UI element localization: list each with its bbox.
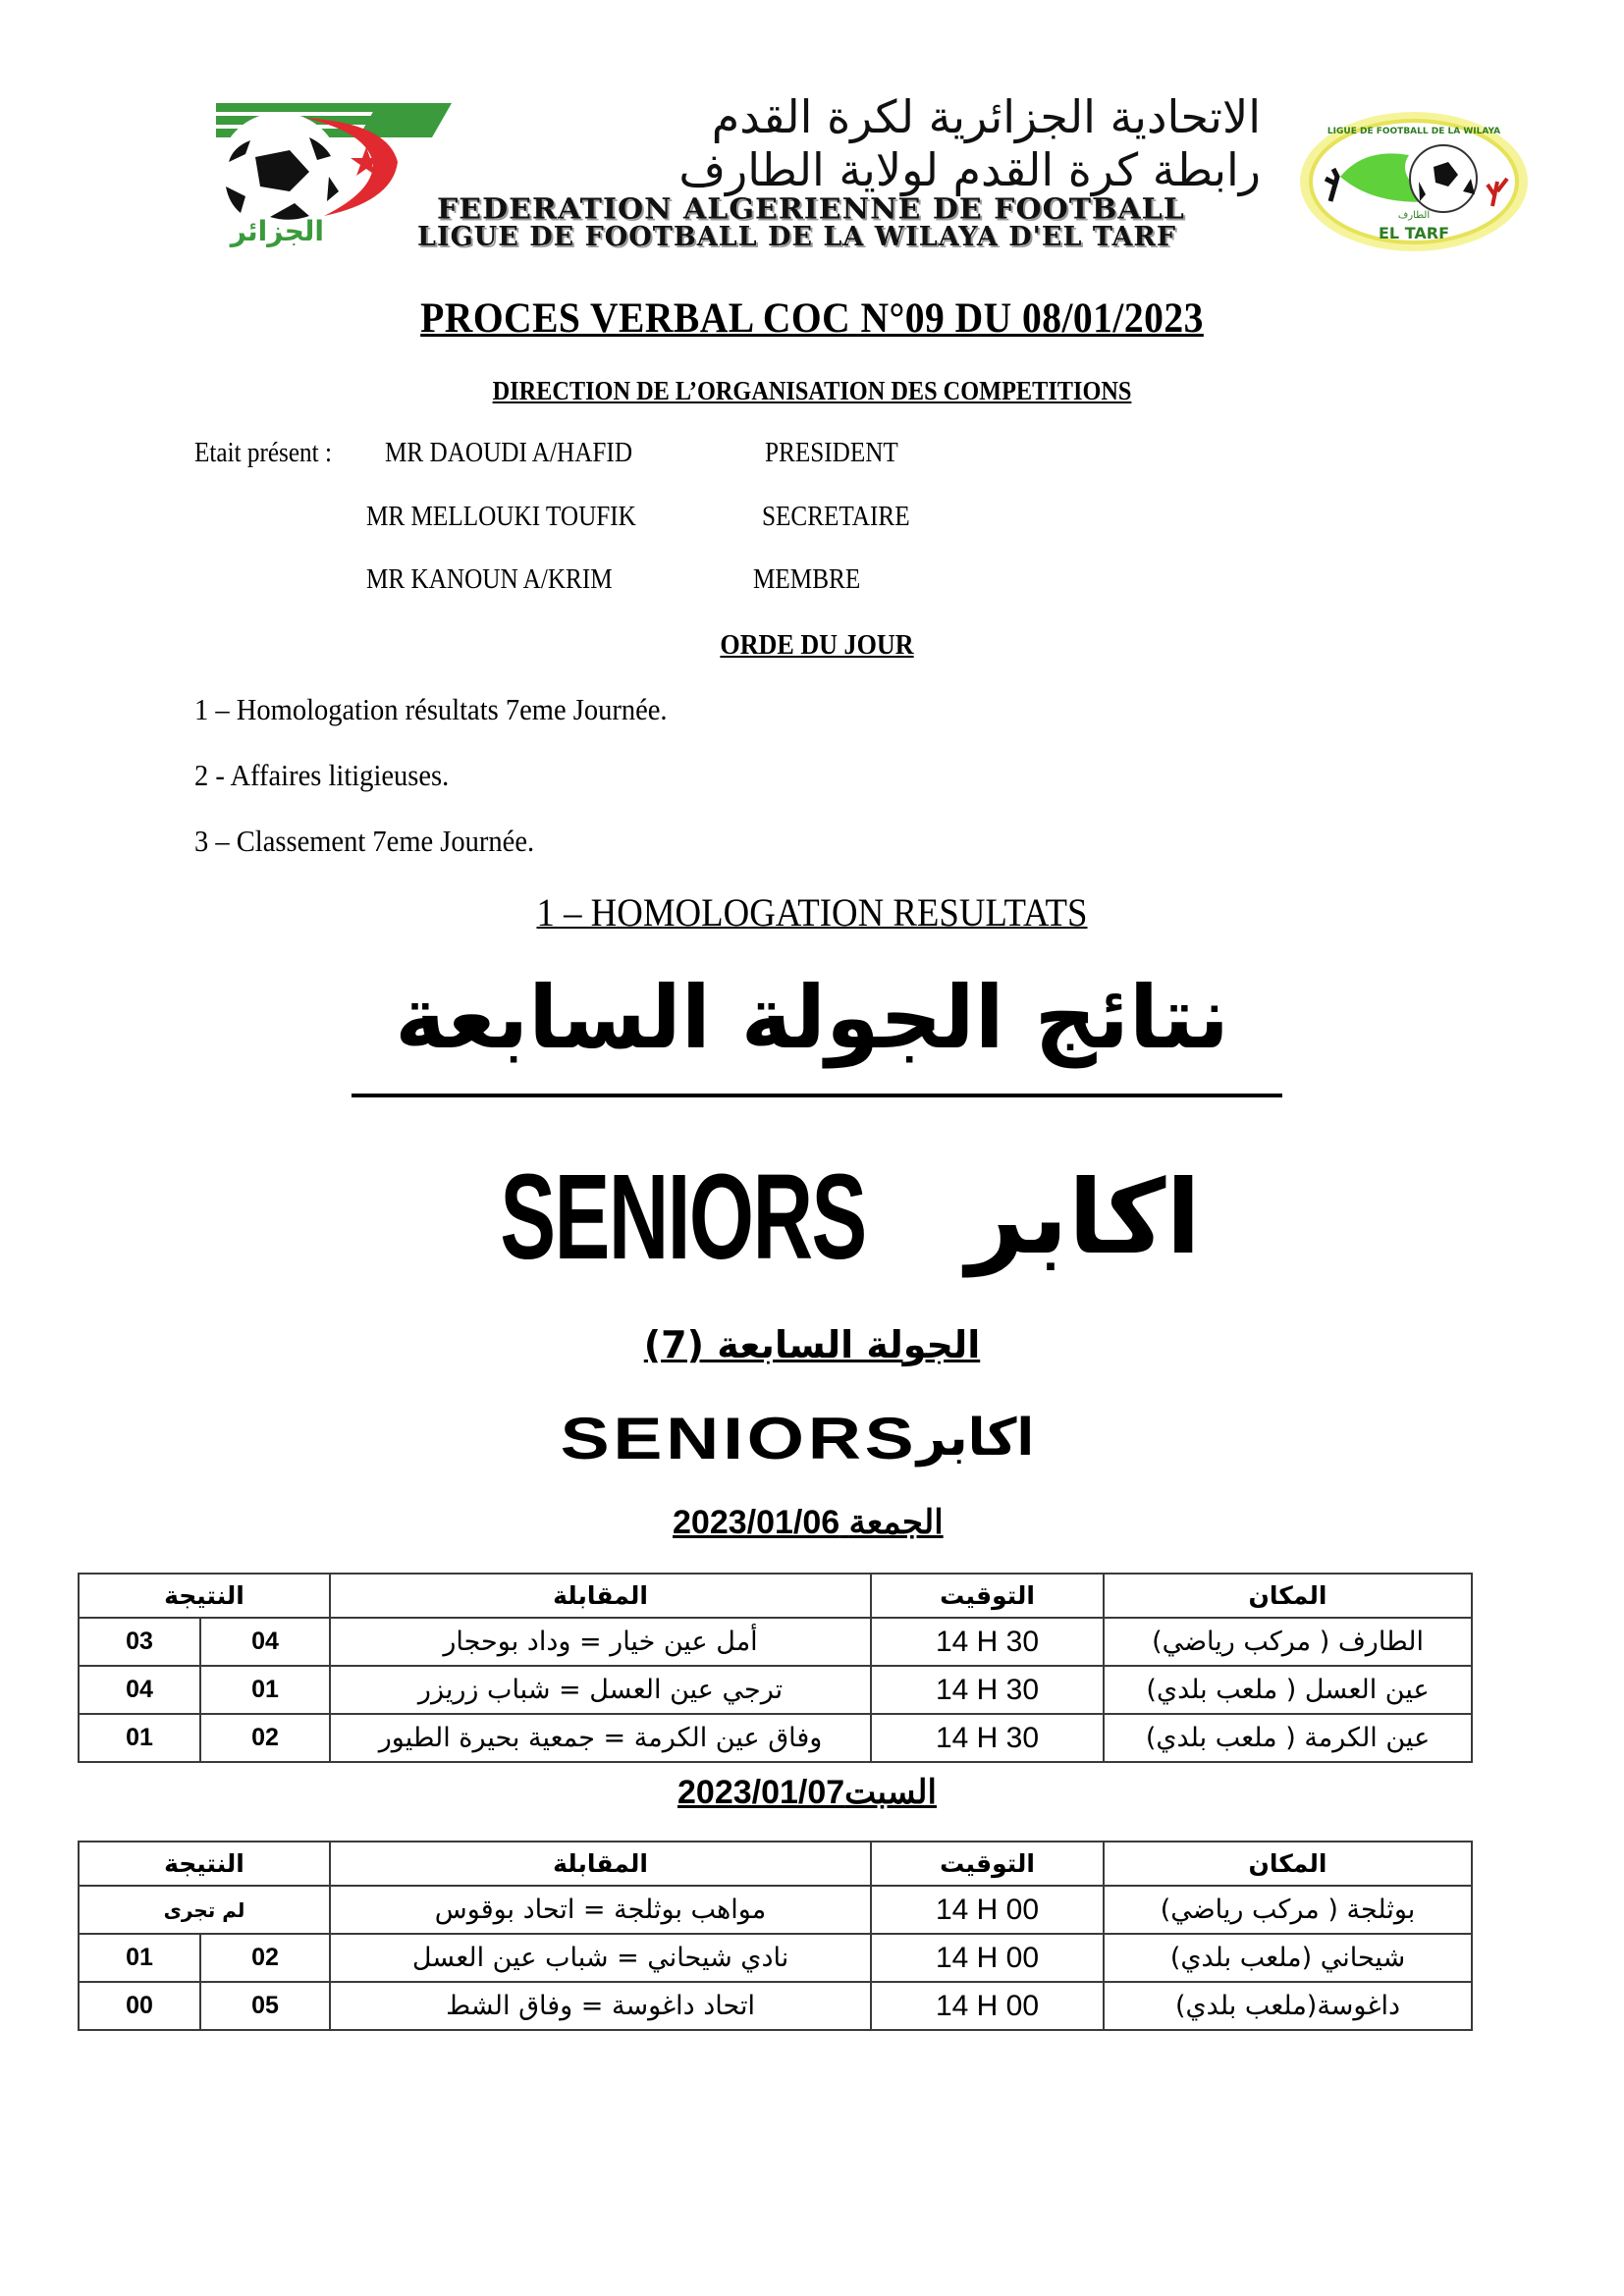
ligue-logo-arabic-text: الطارف — [1397, 210, 1431, 221]
page-title: PROCES VERBAL COC N°09 DU 08/01/2023 — [420, 295, 1204, 342]
match-venue: بوثلجة ( مركب رياضي) — [1104, 1886, 1472, 1934]
match-time: 14 H 30 — [871, 1714, 1104, 1762]
match-venue: داغوسة(ملعب بلدي) — [1104, 1982, 1472, 2030]
member-role: PRESIDENT — [765, 438, 898, 468]
present-label: Etait présent : — [194, 438, 332, 468]
table-row — [79, 1934, 1472, 1982]
day-date: 2023/01/07 — [677, 1774, 845, 1811]
agenda-item: 2 - Affaires litigieuses. — [194, 758, 450, 792]
day-name: الجمعة — [848, 1504, 944, 1541]
table-header-row — [79, 1574, 1472, 1618]
match-venue: عين العسل ( ملعب بلدي) — [1104, 1666, 1472, 1714]
column-header-match: المقابلة — [330, 1574, 871, 1618]
results-table — [78, 1573, 1473, 1763]
column-header-result: النتيجة — [79, 1842, 330, 1886]
category-banner-large — [471, 1139, 1202, 1296]
match-not-played-note: لم تجرى — [79, 1886, 330, 1934]
match-time: 14 H 00 — [871, 1934, 1104, 1982]
letterhead-arabic-league: رابطة كرة القدم لولاية الطارف — [678, 143, 1261, 196]
column-header-venue: المكان — [1104, 1574, 1472, 1618]
match-time: 14 H 30 — [871, 1618, 1104, 1666]
letterhead-arabic-federation: الاتحادية الجزائرية لكرة القدم — [711, 90, 1261, 143]
section-title: 1 – HOMOLOGATION RESULTATS — [536, 890, 1088, 934]
category-latin: SENIORS — [560, 1405, 918, 1471]
match-teams: اتحاد داغوسة = وفاق الشط — [330, 1982, 871, 2030]
away-score: 00 — [79, 1982, 200, 2030]
match-teams: مواهب بوثلجة = اتحاد بوقوس — [330, 1886, 871, 1934]
away-score: 03 — [79, 1618, 200, 1666]
column-header-result: النتيجة — [79, 1574, 330, 1618]
agenda-item: 1 – Homologation résultats 7eme Journée. — [194, 692, 668, 726]
day-heading — [677, 1773, 937, 1812]
column-header-time: التوقيت — [871, 1574, 1104, 1618]
match-teams: ترجي عين العسل = شباب زريزر — [330, 1666, 871, 1714]
table-row — [79, 1618, 1472, 1666]
letterhead-french-league: LIGUE DE FOOTBALL DE LA WILAYA D'EL TARF — [417, 222, 1177, 252]
column-header-venue: المكان — [1104, 1842, 1472, 1886]
member-name: MR DAOUDI A/HAFID — [385, 438, 633, 468]
ligue-logo-bottom-text: EL TARF — [1379, 224, 1449, 242]
match-time: 14 H 00 — [871, 1982, 1104, 2030]
table-row — [79, 1666, 1472, 1714]
match-teams: أمل عين خيار = وداد بوحجار — [330, 1618, 871, 1666]
letterhead-french-federation: FEDERATION ALGERIENNE DE FOOTBALL — [437, 192, 1185, 227]
ligue-el-tarf-logo-icon — [1296, 108, 1532, 255]
home-score: 04 — [200, 1618, 330, 1666]
match-teams: وفاق عين الكرمة = جمعية بحيرة الطيور — [330, 1714, 871, 1762]
match-venue: عين الكرمة ( ملعب بلدي) — [1104, 1714, 1472, 1762]
member-name: MR MELLOUKI TOUFIK — [366, 502, 636, 532]
day-heading — [673, 1503, 944, 1542]
results-table — [78, 1841, 1473, 2031]
category-banner-small — [550, 1399, 1080, 1477]
results-headline-arabic: نتائج الجولة السابعة — [395, 967, 1229, 1068]
home-score: 02 — [200, 1934, 330, 1982]
match-time: 14 H 30 — [871, 1666, 1104, 1714]
column-header-match: المقابلة — [330, 1842, 871, 1886]
home-score: 02 — [200, 1714, 330, 1762]
table-row — [79, 1886, 1472, 1934]
away-score: 04 — [79, 1666, 200, 1714]
round-title: الجولة السابعة (7) — [643, 1323, 981, 1366]
match-venue: الطارف ( مركب رياضي) — [1104, 1618, 1472, 1666]
member-role: MEMBRE — [753, 564, 861, 595]
match-teams: نادي شيحاني = شباب عين العسل — [330, 1934, 871, 1982]
category-arabic: اكابر — [916, 1409, 1035, 1468]
home-score: 05 — [200, 1982, 330, 2030]
day-date: 2023/01/06 — [673, 1504, 840, 1541]
agenda-item: 3 – Classement 7eme Journée. — [194, 824, 535, 858]
column-header-time: التوقيت — [871, 1842, 1104, 1886]
away-score: 01 — [79, 1714, 200, 1762]
page-subtitle: DIRECTION DE L’ORGANISATION DES COMPETITIONS — [492, 376, 1132, 405]
day-name: السبت — [844, 1774, 937, 1811]
agenda-title: ORDE DU JOUR — [720, 629, 914, 661]
home-score: 01 — [200, 1666, 330, 1714]
category-arabic: اكابر — [966, 1157, 1202, 1277]
ligue-logo-ring-text: LIGUE DE FOOTBALL DE LA WILAYA — [1326, 127, 1501, 136]
away-score: 01 — [79, 1934, 200, 1982]
category-latin: SENIORS — [500, 1148, 866, 1286]
match-time: 14 H 00 — [871, 1886, 1104, 1934]
table-row — [79, 1982, 1472, 2030]
match-venue: شيحاني (ملعب بلدي) — [1104, 1934, 1472, 1982]
headline-divider — [352, 1094, 1282, 1097]
faf-logo-text: الجزائر — [230, 215, 324, 247]
table-row — [79, 1714, 1472, 1762]
member-name: MR KANOUN A/KRIM — [366, 564, 613, 595]
table-header-row — [79, 1842, 1472, 1886]
member-role: SECRETAIRE — [762, 502, 910, 532]
